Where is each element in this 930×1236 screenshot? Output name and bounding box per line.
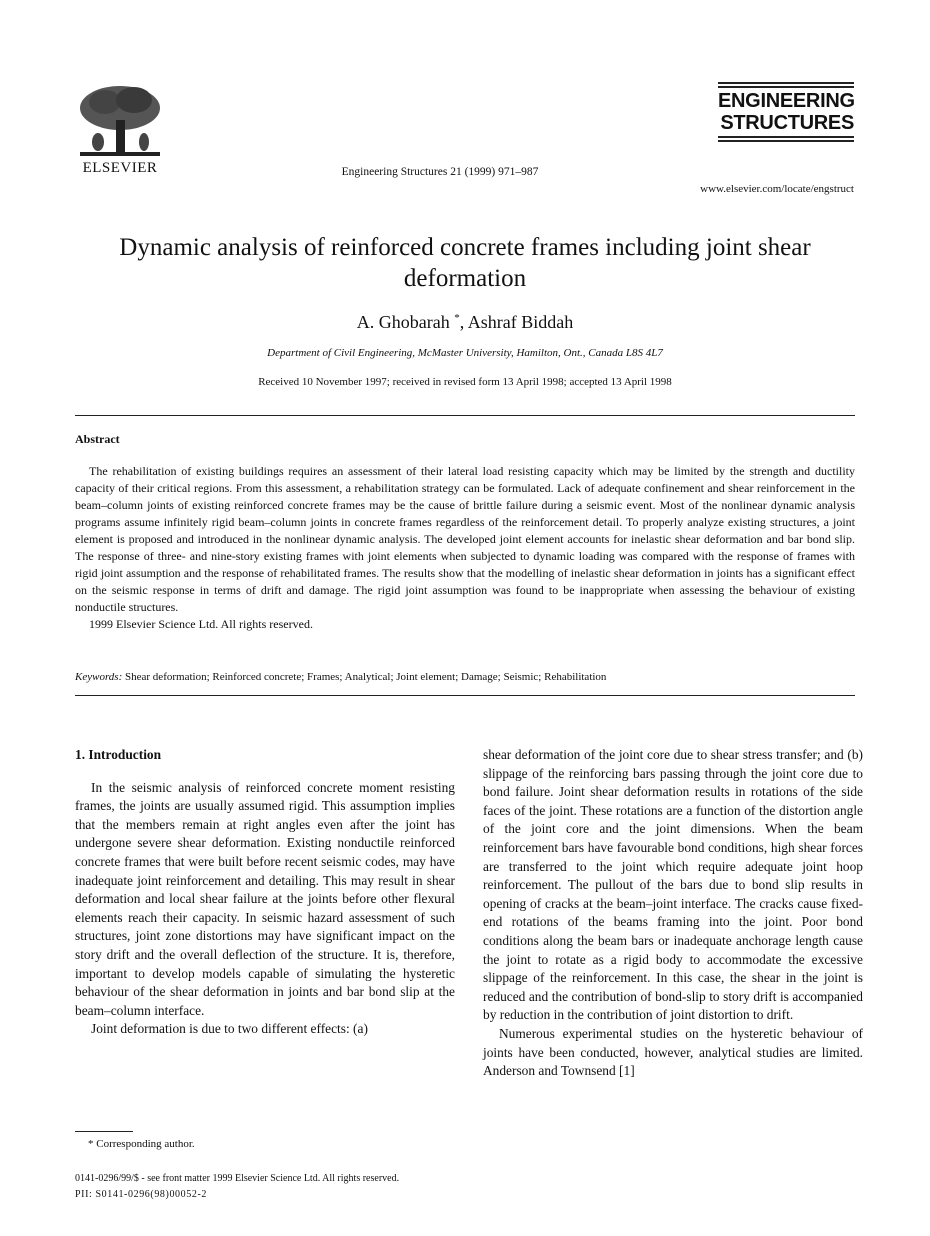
journal-logo (718, 80, 854, 144)
divider (75, 415, 855, 416)
author-name: A. Ghobarah (356, 312, 450, 332)
paragraph: Joint deformation is due to two different effects: (a) (91, 1021, 368, 1037)
tree-logo-icon (70, 80, 170, 160)
publisher-name: ELSEVIER (82, 160, 158, 176)
journal-logo-word-2: STRUCTURES (720, 112, 854, 134)
journal-citation: Engineering Structures 21 (1999) 971–987 (341, 166, 539, 178)
paragraph: Numerous experimental studies on the hysteretic behaviour of joints have been conducted, however, analytical studies are limited. Anderson and Townsend [1] (483, 1025, 863, 1079)
issn-line: 0141-0296/99/$ - see front matter 1999 Elsevier Science Ltd. All rights reserved. (75, 1173, 400, 1184)
paper-authors (80, 312, 850, 333)
author-name: , Ashraf Biddah (459, 312, 574, 332)
section-heading: 1. Introduction (75, 747, 162, 762)
journal-url[interactable]: www.elsevier.com/locate/engstruct (700, 183, 854, 195)
right-column (483, 746, 863, 1081)
abstract-heading: Abstract (75, 432, 120, 446)
received-dates: Received 10 November 1997; received in revised form 13 April 1998; accepted 13 April 1998 (258, 376, 672, 388)
abstract-body (75, 463, 855, 633)
keywords-list: Shear deformation; Reinforced concrete; Frames; Analytical; Joint element; Damage; Seismic; Rehabilitation (125, 671, 607, 683)
abstract-text: The rehabilitation of existing buildings requires an assessment of their lateral load resisting capacity which may be limited by the strength and ductility capacity of their critical regions. From this assessment, a rehabilitation strategy can be formulated. Lack of adequate confinement and shear reinforcement in the beam–column joints of existing reinforced concrete frames may be the cause of brittle failure during a seismic event. Most of the nonlinear dynamic analysis programs assume infinitely rigid beam–column joints in concrete frames regardless of the reinforcement detail. To properly analyze existing structures, a joint element is proposed and introduced in the nonlinear dynamic analysis. The developed joint element accounts for inelastic shear deformation and bar bond slip. The response of three- and nine-story existing frames with joint elements when subjected to dynamic loading was compared with the response of frames with rigid joint assumption and the response of rehabilitated frames. The results show that the modelling of inelastic shear deformation in joints has a significant effect on the seismic response in terms of drift and damage. The rigid joint assumption was found to be inappropriate when assessing the behaviour of existing nonductile structures. (75, 464, 855, 614)
paragraph: shear deformation of the joint core due to shear stress transfer; and (b) slippage of the reinforcing bars passing through the joint core due to bond failure. Joint shear deformation results in rotations of the side faces of the joint. These rotations are a function of the distortion angle of the joint core and the joint dimensions. When the beam reinforcement bars have favourable bond conditions, high shear forces are transferred to the joint which require adequate joint hoop reinforcement. The pullout of the bars due to bond slip results in opening of cracks at the beam–joint interface. The cracks cause fixed-end rotations of the beams framing into the joint. Poor bond conditions along the beam bars or inadequate anchorage length cause the joint to rotate as a rigid body to accommodate the excessive slippage of the reinforcement. In this case, the shear in the joint is reduced and the contribution of bond-slip to story drift is accompanied by reduction in the contribution of joint distortion to drift. (483, 747, 863, 1023)
pii-line: PII: S0141-0296(98)00052-2 (75, 1189, 207, 1200)
divider (75, 695, 855, 696)
keywords (75, 671, 855, 683)
journal-logo-word-1: ENGINEERING (718, 90, 855, 112)
footnote-divider (75, 1131, 133, 1132)
footnote: * Corresponding author. (88, 1138, 195, 1150)
left-column (75, 746, 455, 1039)
paragraph: In the seismic analysis of reinforced concrete moment resisting frames, the joints are usually assumed rigid. This assumption implies that the members remain at right angles even after the joint has undergone severe shear deformation. Existing nonductile reinforced concrete frames that were built before recent seismic codes, may have inadequate joint reinforcement and detailing. This may result in shear deformation and local shear failure at the joints before other flexural elements reach their capacity. In seismic hazard assessment of such structures, joint zone distortions may have significant impact on the story drift and the overall deflection of the structure. It is, therefore, important to develop models capable of simulating the hysteretic behaviour of the shear deformation in joints and bar bond slip at the beam–column interface. (75, 779, 455, 1018)
publisher-logo (70, 80, 170, 176)
keywords-label: Keywords: (75, 671, 123, 683)
author-affiliation: Department of Civil Engineering, McMaster University, Hamilton, Ont., Canada L8S 4L7 (267, 347, 663, 359)
paper-title: Dynamic analysis of reinforced concrete frames including joint shear deformation (119, 234, 811, 292)
corresponding-author-mark[interactable]: * (454, 312, 460, 324)
abstract-copyright: 1999 Elsevier Science Ltd. All rights reserved. (89, 617, 313, 631)
